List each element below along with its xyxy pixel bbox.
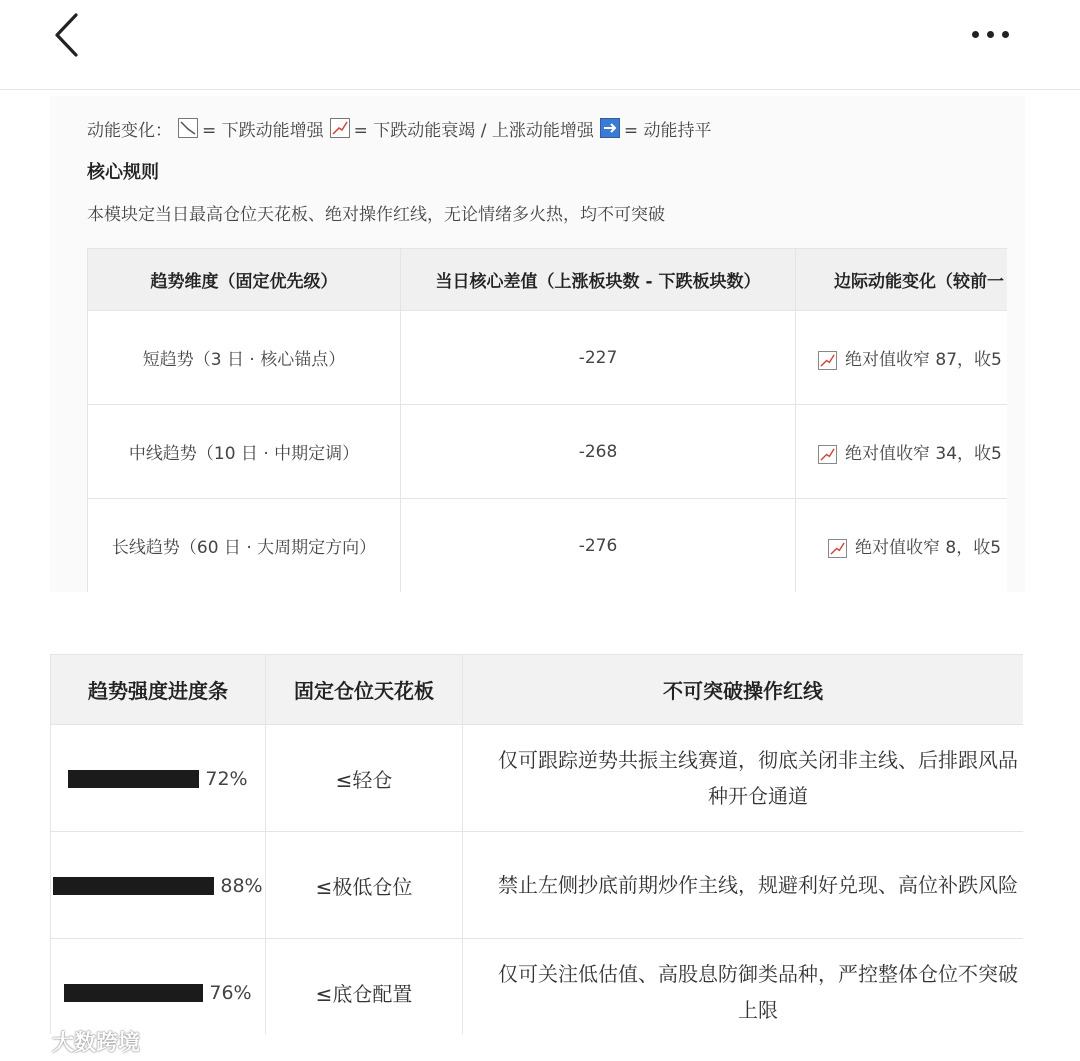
- trend-dimension-cell: 中线趋势（10 日 · 中期定调）: [88, 405, 401, 499]
- core-diff-cell: -268: [401, 405, 796, 499]
- trend-up-icon: [828, 539, 847, 558]
- trend-dimension-cell: 长线趋势（60 日 · 大周期定方向）: [88, 499, 401, 593]
- trend-strength-bar-fill: [68, 770, 199, 788]
- trend-down-icon: [178, 118, 198, 138]
- momentum-legend: [87, 116, 714, 140]
- table-row: [88, 311, 1008, 405]
- table-row: [51, 832, 1024, 939]
- trend-strength-bar: [53, 877, 214, 895]
- operation-redline-cell: 仅可跟踪逆势共振主线赛道，彻底关闭非主线、后排跟风品种开仓通道: [463, 725, 1024, 832]
- more-dot: [987, 31, 994, 38]
- trend-strength-bar-fill: [64, 984, 203, 1002]
- table-row: [51, 725, 1024, 832]
- trend-strength-cell: [51, 725, 266, 832]
- watermark-logo-icon: [8, 1028, 48, 1054]
- watermark-text: 大数跨境: [52, 1030, 141, 1056]
- trend-strength-bar: [68, 770, 199, 788]
- trend-up-icon: [330, 118, 350, 138]
- column-header: 不可突破操作红线: [463, 655, 1024, 725]
- momentum-rules-image: [50, 96, 1025, 592]
- chevron-left-icon: [52, 12, 80, 58]
- trend-strength-cell: [51, 939, 266, 1035]
- position-ceiling-table: [50, 654, 1023, 1034]
- more-horizontal-icon: [972, 31, 979, 38]
- table-row: [88, 405, 1008, 499]
- table-header-row: [51, 655, 1024, 725]
- trend-up-icon: [818, 445, 837, 464]
- core-diff-cell: -227: [401, 311, 796, 405]
- trend-strength-bar-fill: [53, 877, 214, 895]
- momentum-text: 绝对值收窄 34，收5: [845, 444, 1002, 464]
- column-header: 趋势维度（固定优先级）: [88, 249, 401, 311]
- column-header: 边际动能变化（较前一: [796, 249, 1008, 311]
- momentum-cell: [796, 311, 1008, 405]
- more-dot: [1002, 31, 1009, 38]
- table-row: [51, 939, 1024, 1035]
- core-rules-title: 核心规则: [87, 162, 159, 183]
- column-header: 趋势强度进度条: [51, 655, 266, 725]
- position-ceiling-cell: ≤底仓配置: [266, 939, 463, 1035]
- position-ceiling-image: [50, 654, 1023, 1034]
- top-nav-bar: [0, 0, 1080, 90]
- core-diff-cell: -276: [401, 499, 796, 593]
- arrow-right-icon: [600, 118, 620, 138]
- legend-item-label: = 下跌动能衰竭 / 上涨动能增强: [353, 120, 594, 141]
- trend-dimension-cell: 短趋势（3 日 · 核心锚点）: [88, 311, 401, 405]
- trend-strength-percent: 72%: [205, 768, 248, 791]
- trend-strength-percent: 88%: [220, 875, 263, 898]
- position-ceiling-cell: ≤极低仓位: [266, 832, 463, 939]
- operation-redline-cell: 禁止左侧抄底前期炒作主线，规避利好兑现、高位补跌风险: [463, 832, 1024, 939]
- trend-strength-cell: [51, 832, 266, 939]
- watermark: [8, 1024, 140, 1058]
- trend-strength-percent: 76%: [209, 982, 252, 1005]
- position-ceiling-cell: ≤轻仓: [266, 725, 463, 832]
- trend-strength-bar: [64, 984, 203, 1002]
- trend-dimension-table: [87, 248, 1007, 592]
- momentum-cell: [796, 499, 1008, 593]
- legend-item-label: = 下跌动能增强: [202, 120, 324, 141]
- core-rules-description: 本模块定当日最高仓位天花板、绝对操作红线，无论情绪多火热，均不可突破: [87, 205, 665, 225]
- legend-prefix: 动能变化：: [87, 120, 172, 141]
- more-options-button[interactable]: [960, 14, 1020, 54]
- back-button[interactable]: [44, 10, 88, 60]
- momentum-cell: [796, 405, 1008, 499]
- column-header: 固定仓位天花板: [266, 655, 463, 725]
- trend-up-icon: [818, 351, 837, 370]
- momentum-text: 绝对值收窄 87，收5: [845, 350, 1002, 370]
- operation-redline-cell: 仅可关注低估值、高股息防御类品种，严控整体仓位不突破上限: [463, 939, 1024, 1035]
- legend-item-label: = 动能持平: [623, 120, 712, 141]
- table-row: [88, 499, 1008, 593]
- table-header-row: [88, 249, 1008, 311]
- column-header: 当日核心差值（上涨板块数 - 下跌板块数）: [401, 249, 796, 311]
- momentum-text: 绝对值收窄 8，收5: [855, 538, 1002, 558]
